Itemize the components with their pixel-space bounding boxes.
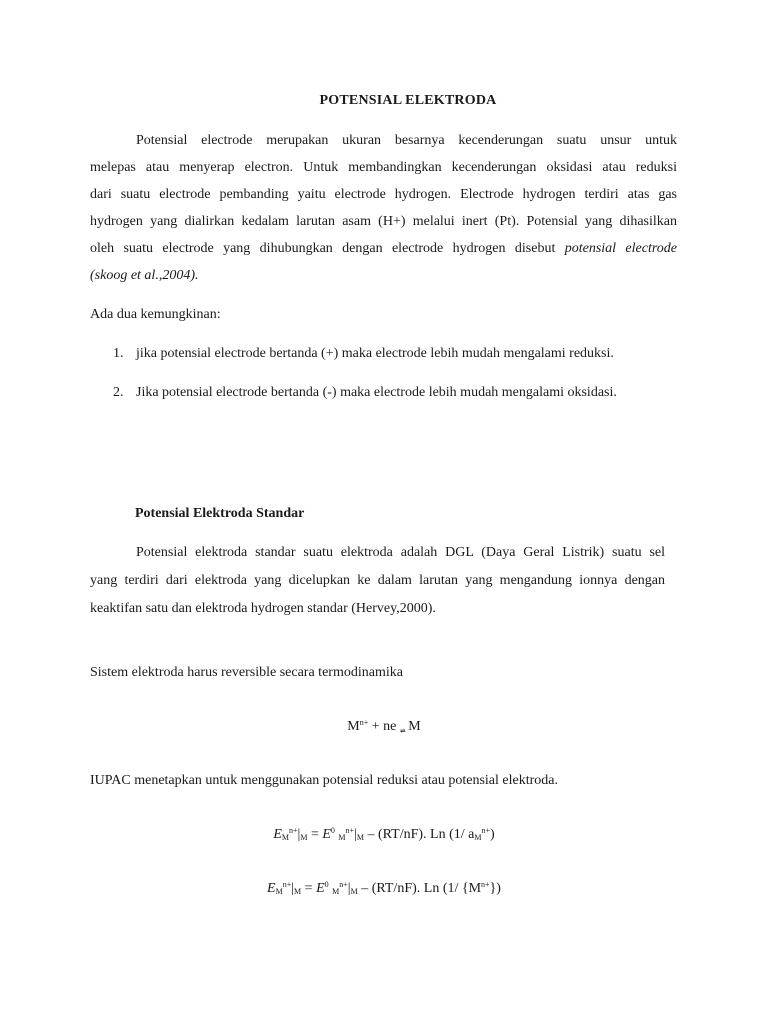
standard-paragraph <box>90 539 665 623</box>
system-text: Sistem elektroda harus reversible secara termodinamika <box>90 665 403 680</box>
intro-paragraph <box>90 127 677 289</box>
intro-line: hydrogen yang dialirkan kedalam larutan asam (H+) melalui inert (Pt). Potensial yang dihasilkan <box>90 214 677 229</box>
iupac-text: IUPAC menetapkan untuk menggunakan potensial reduksi atau potensial elektroda. <box>90 773 558 788</box>
list-item <box>0 385 768 405</box>
citation: (skoog et al.,2004). <box>90 268 199 283</box>
intro-line: Potensial electrode merupakan ukuran besarnya kecenderungan suatu unsur untuk <box>136 133 677 148</box>
italic-term: potensial electrode <box>564 241 677 256</box>
list-number: 2. <box>113 385 124 400</box>
standard-line: yang terdiri dari elektroda yang dicelupkan ke dalam larutan yang mengandung ionnya dengan <box>90 573 665 588</box>
intro-line: oleh suatu electrode yang dihubungkan dengan electrode hydrogen disebut potensial electrode <box>90 241 677 256</box>
list-number: 1. <box>113 346 124 361</box>
standard-line: keaktifan satu dan elektroda hydrogen standar (Hervey,2000). <box>90 601 436 616</box>
list-text: Jika potensial electrode bertanda (-) maka electrode lebih mudah mengalami oksidasi. <box>136 385 617 400</box>
standard-line: Potensial elektroda standar suatu elektroda adalah DGL (Daya Geral Listrik) suatu sel <box>136 545 665 560</box>
nernst-equation-activity: $E_M^{n+}|_M = E^0$ $_M^{n+}|_M - (RT/nF)$. Ln (1/ $a_M^{n+}$) <box>273 826 495 842</box>
intro-line: dari suatu electrode pembanding yaitu electrode hydrogen. Electrode hydrogen terdiri atas gas <box>90 187 677 202</box>
possibilities-heading: Ada dua kemungkinan: <box>90 307 221 322</box>
document-title: POTENSIAL ELEKTRODA <box>319 93 497 108</box>
section-heading: Potensial Elektroda Standar <box>135 506 305 521</box>
nernst-equation-concentration: $E_M^{n+}|_M = E^0$ $_M^{n+}|_M - (RT/nF)$. Ln (1/ $\{M^{n+}\}$) <box>267 880 501 896</box>
reaction-equation: $M^{n+}$ + ne $_\rightleftharpoons$ M <box>347 718 421 735</box>
equilibrium-arrow-icon: ⇌ <box>399 727 405 735</box>
intro-line: melepas atau menyerap electron. Untuk membandingkan kecenderungan oksidasi atau reduksi <box>90 160 677 175</box>
list-text: jika potensial electrode bertanda (+) maka electrode lebih mudah mengalami reduksi. <box>136 346 614 361</box>
list-item <box>0 346 768 366</box>
